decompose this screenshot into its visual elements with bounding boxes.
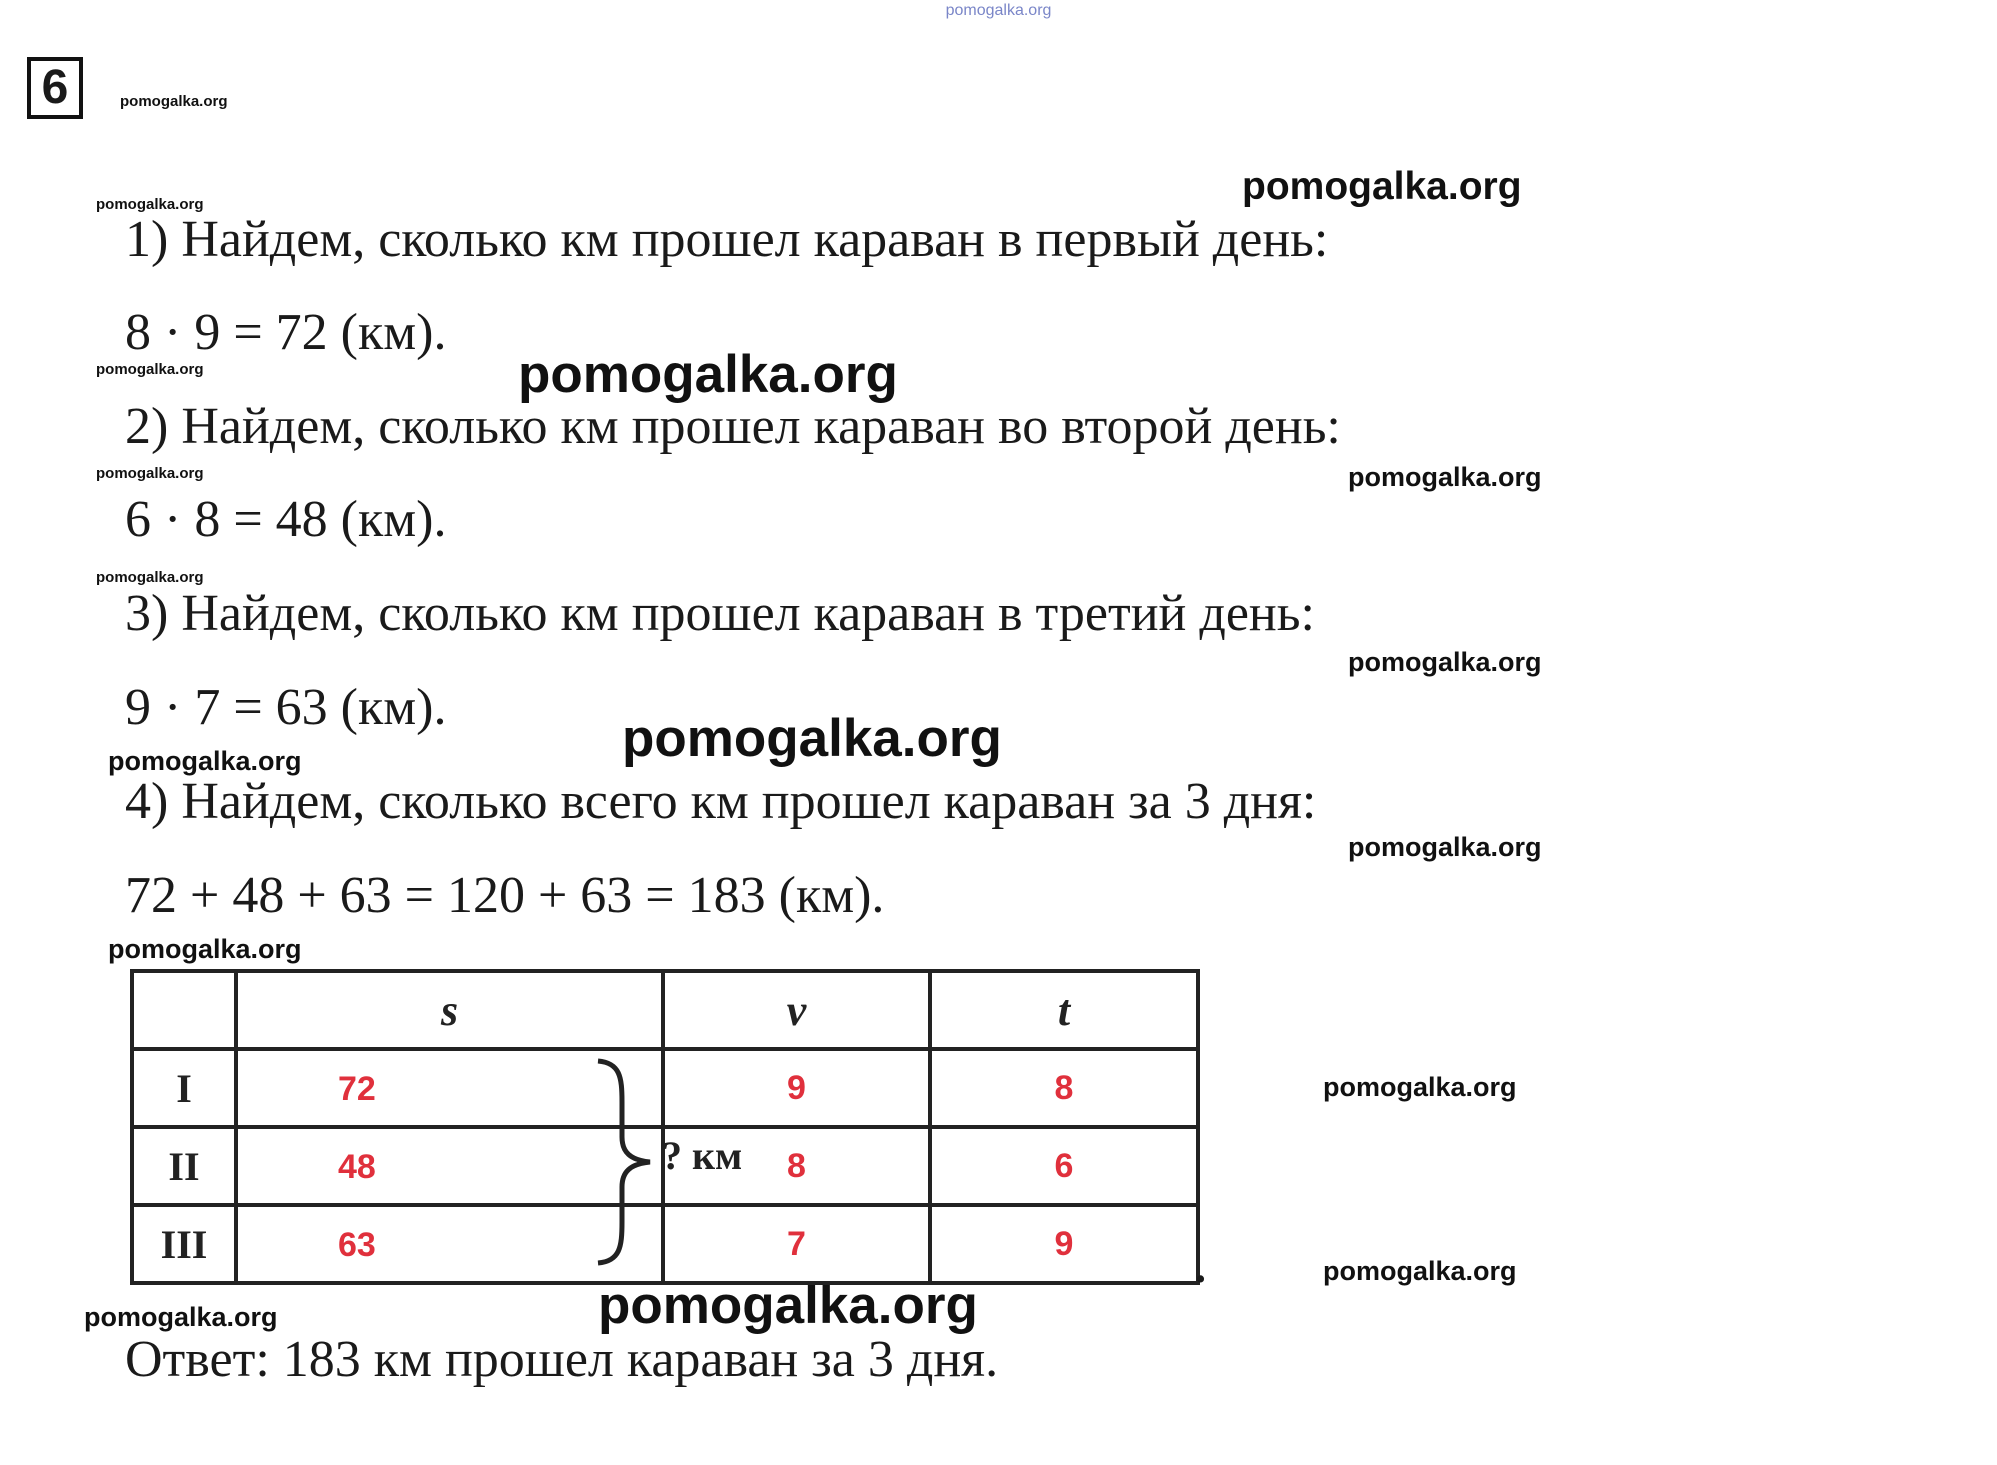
step2-text: 2) Найдем, сколько км прошел караван во второй день: bbox=[125, 398, 1341, 455]
watermark: pomogalka.org bbox=[518, 345, 898, 404]
watermark: pomogalka.org bbox=[1242, 165, 1522, 208]
watermark: pomogalka.org bbox=[96, 569, 204, 586]
watermark: pomogalka.org bbox=[598, 1276, 978, 1335]
speed-value: 7 bbox=[663, 1205, 930, 1283]
step3-text: 3) Найдем, сколько км прошел караван в третий день: bbox=[125, 585, 1315, 642]
answer-text: Ответ: 183 км прошел караван за 3 дня. bbox=[125, 1331, 999, 1388]
watermark: pomogalka.org bbox=[108, 934, 302, 964]
time-value: 8 bbox=[930, 1049, 1198, 1127]
row-label: I bbox=[132, 1049, 236, 1127]
table-row bbox=[132, 1205, 1198, 1283]
data-table bbox=[130, 969, 1200, 1285]
watermark: pomogalka.org bbox=[1348, 462, 1542, 492]
table-row bbox=[132, 1049, 1198, 1127]
step1-text: 1) Найдем, сколько км прошел караван в первый день: bbox=[125, 211, 1329, 268]
distance-value: 48 bbox=[338, 1148, 376, 1186]
step4-calc: 72 + 48 + 63 = 120 + 63 = 183 (км). bbox=[125, 867, 885, 924]
speed-value: 8 bbox=[663, 1127, 930, 1205]
brace-label: ? км bbox=[662, 1133, 743, 1178]
header-cell-v: v bbox=[663, 971, 930, 1049]
row-label: III bbox=[132, 1205, 236, 1283]
watermark: pomogalka.org bbox=[1323, 1256, 1517, 1286]
time-value: 6 bbox=[930, 1127, 1198, 1205]
header-cell-t: t bbox=[930, 971, 1198, 1049]
step2-calc: 6 · 8 = 48 (км). bbox=[125, 491, 447, 548]
curly-brace-icon bbox=[590, 1057, 660, 1267]
watermark: pomogalka.org bbox=[1348, 832, 1542, 862]
watermark: pomogalka.org bbox=[120, 93, 228, 110]
table-header-row bbox=[132, 971, 1198, 1049]
watermark: pomogalka.org bbox=[84, 1302, 278, 1332]
header-cell-s: s bbox=[236, 971, 663, 1049]
speed-value: 9 bbox=[663, 1049, 930, 1127]
watermark: pomogalka.org bbox=[96, 196, 204, 213]
watermark: pomogalka.org bbox=[96, 465, 204, 482]
distance-value: 63 bbox=[338, 1226, 376, 1264]
step1-calc: 8 · 9 = 72 (км). bbox=[125, 304, 447, 361]
step4-text: 4) Найдем, сколько всего км прошел караван за 3 дня: bbox=[125, 773, 1317, 830]
watermark: pomogalka.org bbox=[1323, 1072, 1517, 1102]
watermark: pomogalka.org bbox=[108, 746, 302, 776]
row-label: II bbox=[132, 1127, 236, 1205]
task-number-box: 6 bbox=[27, 57, 83, 119]
step3-calc: 9 · 7 = 63 (км). bbox=[125, 679, 447, 736]
distance-value: 72 bbox=[338, 1070, 376, 1108]
top-watermark: pomogalka.org bbox=[945, 2, 1052, 19]
watermark: pomogalka.org bbox=[96, 361, 204, 378]
table-end-dot: . bbox=[1195, 1243, 1206, 1292]
watermark: pomogalka.org bbox=[622, 709, 1002, 768]
watermark: pomogalka.org bbox=[1348, 647, 1542, 677]
header-cell-empty bbox=[132, 971, 236, 1049]
time-value: 9 bbox=[930, 1205, 1198, 1283]
data-table-container bbox=[130, 969, 1196, 1275]
